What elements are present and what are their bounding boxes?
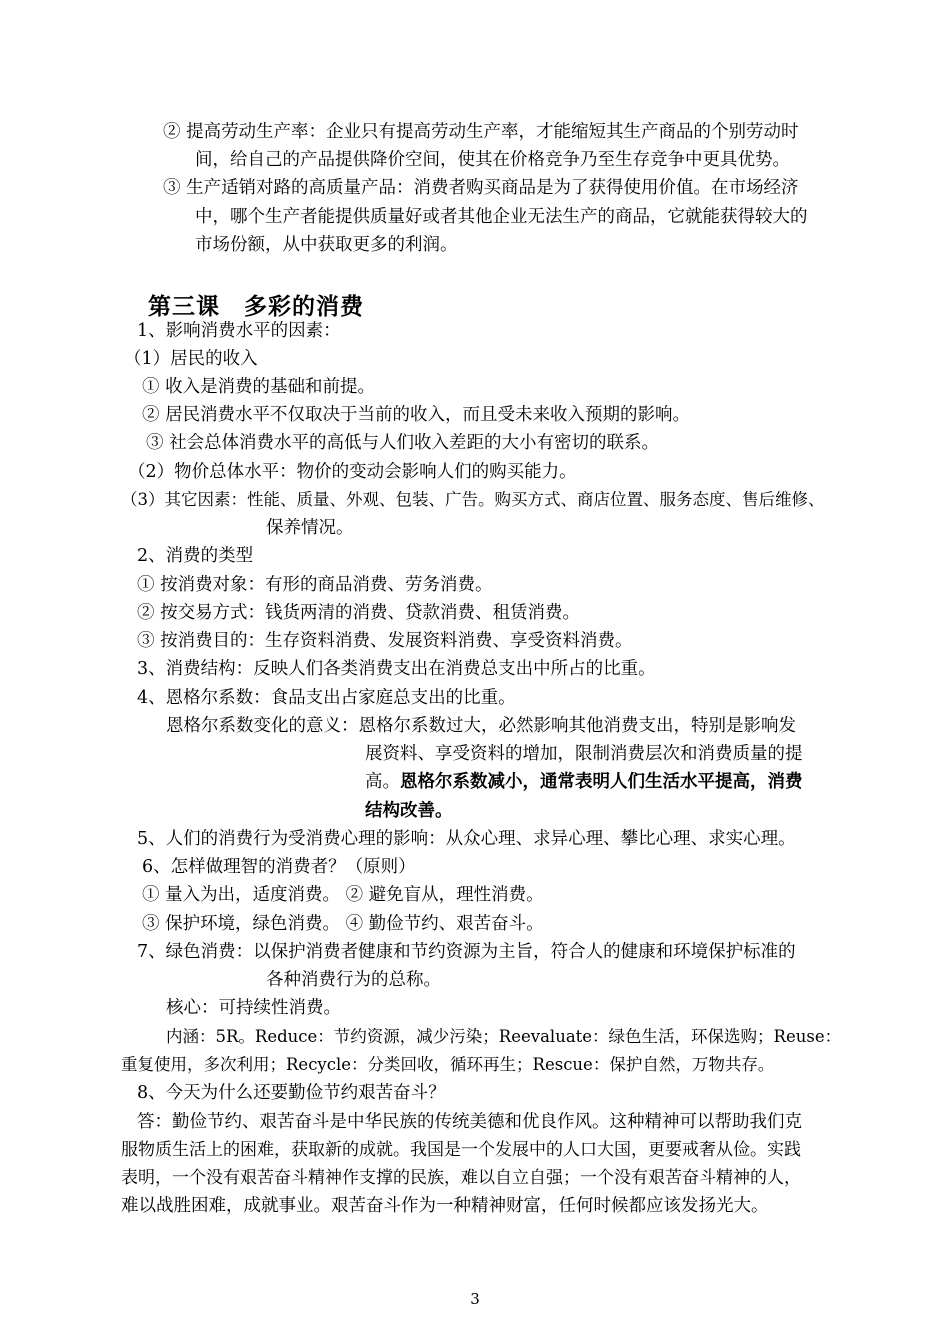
section-2-item-3: ③ 按消费目的：生存资料消费、发展资料消费、享受资料消费。 [137, 631, 633, 651]
section-8-answer-2: 服物质生活上的困难，获取新的成就。我国是一个发展中的人口大国，更要戒奢从俭。实践 [121, 1140, 801, 1160]
section-7-cont: 各种消费行为的总称。 [266, 970, 441, 990]
section-1a-item-2: ② 居民消费水平不仅取决于当前的收入，而且受未来收入预期的影响。 [142, 405, 691, 425]
section-4-meaning-cont-1: 展资料、享受资料的增加，限制消费层次和消费质量的提 [365, 744, 803, 764]
section-4: 4、恩格尔系数：食品支出占家庭总支出的比重。 [137, 688, 516, 708]
intro-line-3: ③ 生产适销对路的高质量产品：消费者购买商品是为了获得使用价值。在市场经济 [163, 178, 799, 198]
section-7-core: 核心：可持续性消费。 [166, 998, 341, 1018]
section-6: 6、怎样做理智的消费者？（原则） [142, 857, 416, 877]
section-6-principles-1: ① 量入为出，适度消费。 ② 避免盲从，理性消费。 [142, 885, 544, 905]
section-1c: （3）其它因素：性能、质量、外观、包装、广告。购买方式、商店位置、服务态度、售后维修、 [121, 490, 825, 509]
section-6-principles-2: ③ 保护环境，绿色消费。 ④ 勤俭节约、艰苦奋斗。 [142, 914, 544, 934]
section-1a-item-3: ③ 社会总体消费水平的高低与人们收入差距的大小有密切的联系。 [146, 433, 660, 453]
section-1a: （1）居民的收入 [124, 349, 258, 369]
section-8-answer-3: 表明，一个没有艰苦奋斗精神作支撑的民族，难以自立自强；一个没有艰苦奋斗精神的人， [121, 1168, 801, 1188]
section-1b: （2）物价总体水平：物价的变动会影响人们的购买能力。 [128, 462, 577, 482]
intro-line-4: 中，哪个生产者能提供质量好或者其他企业无法生产的商品，它就能获得较大的 [195, 207, 808, 227]
section-2-heading: 2、消费的类型 [137, 546, 254, 566]
section-8: 8、今天为什么还要勤俭节约艰苦奋斗？ [137, 1083, 446, 1103]
intro-line-1: ② 提高劳动生产率：企业只有提高劳动生产率，才能缩短其生产商品的个别劳动时 [163, 122, 799, 142]
intro-line-2: 间，给自己的产品提供降价空间，使其在价格竞争乃至生存竞争中更具优势。 [195, 150, 790, 170]
section-7: 7、绿色消费：以保护消费者健康和节约资源为主旨，符合人的健康和环境保护标准的 [137, 942, 796, 962]
page-number: 3 [470, 1290, 480, 1308]
section-4-meaning-cont-2 [365, 770, 803, 794]
section-1-heading: 1、影响消费水平的因素： [137, 321, 341, 341]
section-8-answer-4: 难以战胜困难，成就事业。艰苦奋斗作为一种精神财富，任何时候都应该发扬光大。 [121, 1196, 769, 1216]
lesson-title: 第三课 多彩的消费 [148, 294, 364, 320]
section-2-item-2: ② 按交易方式：钱货两清的消费、贷款消费、租赁消费。 [137, 603, 581, 623]
section-7-connotation-cont: 重复使用，多次利用；Recycle：分类回收，循环再生；Rescue：保护自然，万物共存。 [121, 1055, 775, 1074]
section-5: 5、人们的消费行为受消费心理的影响：从众心理、求异心理、攀比心理、求实心理。 [137, 829, 796, 849]
section-2-item-1: ① 按消费对象：有形的商品消费、劳务消费。 [137, 575, 493, 595]
section-7-connotation: 内涵：5R。Reduce：节约资源，减少污染；Reevaluate：绿色生活，环保选购；Reuse： [166, 1027, 842, 1046]
section-8-answer-1: 答：勤俭节约、艰苦奋斗是中华民族的传统美德和优良作风。这种精神可以帮助我们克 [137, 1112, 802, 1132]
section-4-meaning-cont-3: 结构改善。 [365, 801, 453, 821]
section-1c-cont: 保养情况。 [266, 518, 354, 538]
section-1a-item-1: ① 收入是消费的基础和前提。 [142, 377, 376, 397]
section-3: 3、消费结构：反映人们各类消费支出在消费总支出中所占的比重。 [137, 659, 656, 679]
section-4-meaning: 恩格尔系数变化的意义：恩格尔系数过大，必然影响其他消费支出，特别是影响发 [166, 716, 796, 736]
meaning-plain-text: 高。 [365, 772, 400, 792]
meaning-bold-text: 恩格尔系数减小，通常表明人们生活水平提高，消费 [400, 772, 803, 792]
intro-line-5: 市场份额，从中获取更多的利润。 [195, 235, 458, 255]
